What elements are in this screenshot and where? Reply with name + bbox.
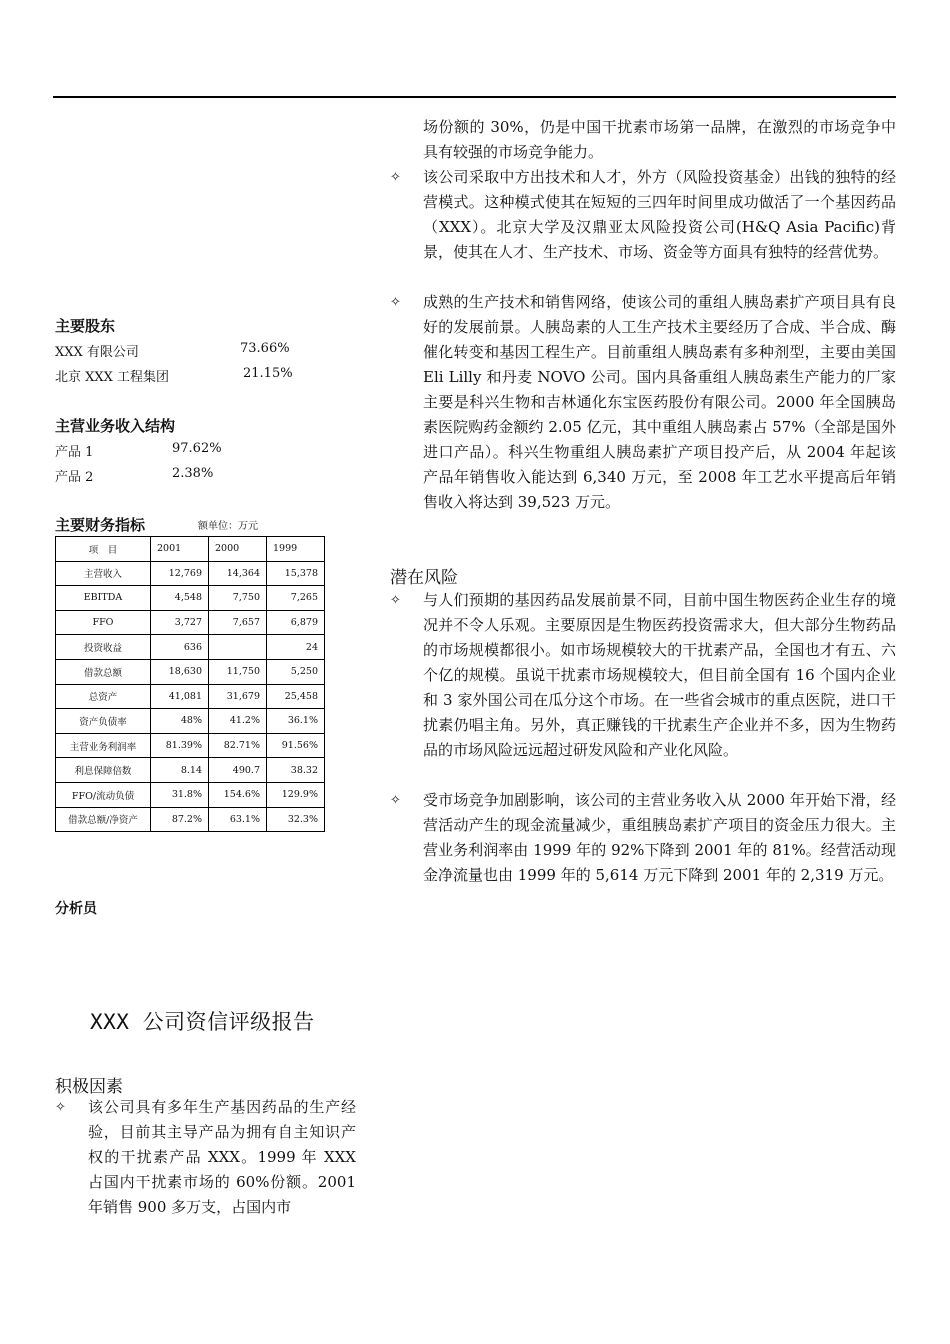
table-cell: 资产负债率 [56,709,151,734]
table-header-cell: 2001 [151,537,209,562]
table-cell: 31.8% [151,782,209,807]
table-cell: 24 [267,635,325,660]
table-header-row [56,537,325,562]
shareholder-name: 北京 XXX 工程集团 [55,370,170,385]
table-cell [209,635,267,660]
table-row [56,709,325,734]
shareholder-name: XXX 有限公司 [55,345,139,360]
bullet-icon: ✧ [390,793,401,808]
table-row [56,684,325,709]
table-row [56,733,325,758]
bullet-icon: ✧ [390,295,401,310]
table-row [56,561,325,586]
table-cell: 82.71% [209,733,267,758]
table-row [56,610,325,635]
table-cell: EBITDA [56,586,151,611]
table-cell: 91.56% [267,733,325,758]
revenue-item-name: 产品 1 [55,445,94,460]
table-cell: FFO/流动负债 [56,782,151,807]
table-row [56,586,325,611]
table-row [56,758,325,783]
financials-heading: 主要财务指标 [55,516,146,534]
bullet-icon: ✧ [390,593,401,608]
table-cell: 41,081 [151,684,209,709]
table-header-cell: 2000 [209,537,267,562]
table-cell: 主营业务利润率 [56,733,151,758]
table-cell: 11,750 [209,659,267,684]
table-cell: 4,548 [151,586,209,611]
shareholder-value: 73.66% [240,341,290,356]
table-cell: 6,879 [267,610,325,635]
table-cell: 借款总额 [56,659,151,684]
table-cell: 31,679 [209,684,267,709]
table-cell: 5,250 [267,659,325,684]
table-cell: 154.6% [209,782,267,807]
financials-unit: 额单位：万元 [198,521,258,532]
table-cell: 32.3% [267,807,325,832]
table-cell: 25,458 [267,684,325,709]
table-cell: 12,769 [151,561,209,586]
financials-table [55,536,325,832]
table-cell: 36.1% [267,709,325,734]
table-cell: 41.2% [209,709,267,734]
table-cell: 490.7 [209,758,267,783]
revenue-item-value: 97.62% [172,441,222,456]
table-cell: 3,727 [151,610,209,635]
table-cell: FFO [56,610,151,635]
shareholders-heading: 主要股东 [55,317,116,335]
positive-bullet-2: 该公司采取中方出技术和人才，外方（风险投资基金）出钱的独特的经营模式。这种模式使其在短短的三四年时间里成功做活了一个基因药品（XXX）。北京大学及汉鼎亚太风险投资公司(H&Q Asia Pacific)背景，使其在人才、生产技术、市场、资金等方面具有独特的经营优势。 [423,168,896,261]
table-cell: 7,657 [209,610,267,635]
table-row [56,782,325,807]
table-cell: 主营收入 [56,561,151,586]
table-row [56,635,325,660]
positive-bullet-1: 该公司具有多年生产基因药品的生产经验，目前其主导产品为拥有自主知识产权的干扰素产品 XXX。1999 年 XXX 占国内干扰素市场的 60%份额。2001 年销售 900 多万支，占国内市 [88,1098,356,1216]
risks-heading: 潜在风险 [390,568,458,588]
top-rule [53,96,896,98]
table-cell: 129.9% [267,782,325,807]
table-cell: 18,630 [151,659,209,684]
report-title: XXX 公司资信评级报告 [90,1010,315,1034]
table-header-cell: 1999 [267,537,325,562]
positive-heading: 积极因素 [55,1077,123,1097]
table-cell: 7,265 [267,586,325,611]
table-cell: 14,364 [209,561,267,586]
table-header-cell: 项 目 [56,537,151,562]
table-cell: 8.14 [151,758,209,783]
revenue-structure-heading: 主营业务收入结构 [55,417,176,435]
table-cell: 87.2% [151,807,209,832]
table-cell: 81.39% [151,733,209,758]
table-cell: 38.32 [267,758,325,783]
bullet-icon: ✧ [390,170,401,185]
risk-bullet-2: 受市场竞争加剧影响，该公司的主营业务收入从 2000 年开始下滑，经营活动产生的现金流量减少，重组胰岛素扩产项目的资金压力很大。主营业务利润率由 1999 年的 92%下降到 2001 年的 81%。经营活动现金净流量也由 1999 年的 5,614 万元下降到 2001 年的 2,319 万元。 [423,791,896,884]
table-row [56,807,325,832]
revenue-item-name: 产品 2 [55,470,94,485]
table-cell: 7,750 [209,586,267,611]
table-cell: 总资产 [56,684,151,709]
analyst-label: 分析员 [55,901,97,917]
revenue-item-value: 2.38% [172,466,214,481]
table-row [56,659,325,684]
table-cell: 636 [151,635,209,660]
shareholder-value: 21.15% [243,366,293,381]
table-cell: 15,378 [267,561,325,586]
positive-bullet-1-continued: 场份额的 30%，仍是中国干扰素市场第一品牌，在激烈的市场竞争中具有较强的市场竞争能力。 [423,118,896,161]
table-cell: 利息保障倍数 [56,758,151,783]
risk-bullet-1: 与人们预期的基因药品发展前景不同，目前中国生物医药企业生存的境况并不令人乐观。主要原因是生物医药投资需求大，但大部分生物药品的市场规模都很小。如市场规模较大的干扰素产品，全国也才有五、六个亿的规模。虽说干扰素市场规模较大，但目前全国有 16 个国内企业和 3 家外国公司在瓜分这个市场。在一些省会城市的重点医院，进口干扰素仍唱主角。另外，真正赚钱的干扰素生产企业并不多，因为生物药品的市场风险远远超过研发风险和产业化风险。 [423,591,896,759]
bullet-icon: ✧ [55,1100,66,1115]
table-cell: 借款总额/净资产 [56,807,151,832]
table-cell: 48% [151,709,209,734]
table-cell: 投资收益 [56,635,151,660]
table-cell: 63.1% [209,807,267,832]
positive-bullet-3: 成熟的生产技术和销售网络，使该公司的重组人胰岛素扩产项目具有良好的发展前景。人胰岛素的人工生产技术主要经历了合成、半合成、酶催化转变和基因工程生产。目前重组人胰岛素有多种剂型，主要由美国 Eli Lilly 和丹麦 NOVO 公司。国内具备重组人胰岛素生产能力的厂家主要是科兴生物和吉林通化东宝医药股份有限公司。2000 年全国胰岛素医院购药金额约 2.05 亿元，其中重组人胰岛素占 57%（全部是国外进口产品）。科兴生物重组人胰岛素扩产项目投产后，从 2004 年起该产品年销售收入能达到 6,340 万元，至 2008 年工艺水平提高后年销售收入将达到 39,523 万元。 [423,293,896,511]
